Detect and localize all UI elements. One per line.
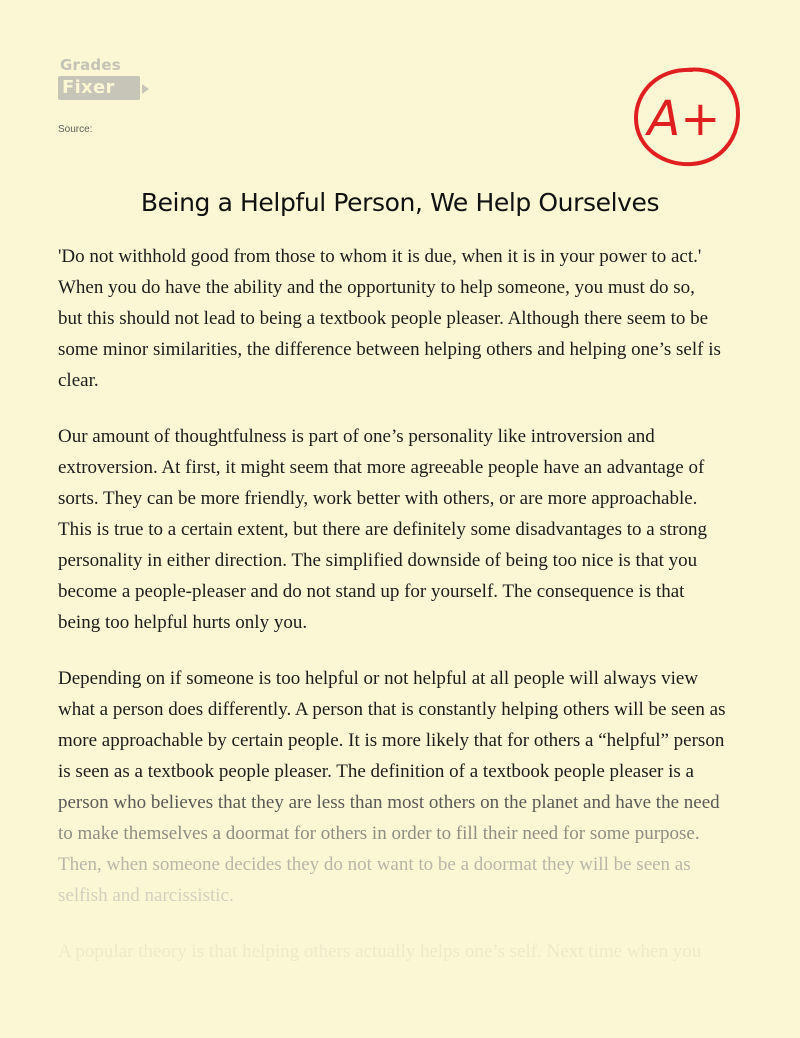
paragraph-2 [58, 421, 742, 638]
paragraph-1 [58, 241, 742, 396]
text-line: sorts. They can be more friendly, work better with others, or are more approachable. [58, 488, 698, 509]
text-line: but this should not lead to being a textbook people pleaser. Although there seem to be [58, 308, 709, 329]
logo-box [58, 76, 140, 100]
text-line: what a person does differently. A person that is constantly helping others will be seen as [58, 699, 726, 720]
paragraph-3 [58, 663, 742, 911]
essay-body [58, 241, 742, 992]
paragraph-4 [58, 936, 742, 967]
text-line: clear. [58, 370, 99, 391]
logo-text-bottom: Fixer [62, 77, 115, 98]
source-label: Source: [58, 124, 93, 135]
text-line: become a people-pleaser and do not stand up for yourself. The consequence is that [58, 581, 685, 602]
text-line: Our amount of thoughtfulness is part of one’s personality like introversion and [58, 426, 655, 447]
text-line: Depending on if someone is too helpful or not helpful at all people will always view [58, 668, 699, 689]
text-line: selfish and narcissistic. [58, 885, 234, 906]
text-line: some minor similarities, the difference between helping others and helping one’s self is [58, 339, 721, 360]
logo-text-top: Grades [60, 56, 121, 74]
text-line: extroversion. At first, it might seem that more agreeable people have an advantage of [58, 457, 705, 478]
gradesfixer-logo[interactable] [58, 56, 158, 106]
logo-arrow-icon [142, 84, 149, 94]
a-plus-grade-icon [628, 60, 744, 172]
text-line: Then, when someone decides they do not want to be a doormat they will be seen as [58, 854, 691, 875]
text-line: being too helpful hurts only you. [58, 612, 308, 633]
text-line: personality in either direction. The simplified downside of being too nice is that you [58, 550, 698, 571]
text-line: When you do have the ability and the opportunity to help someone, you must do so, [58, 277, 695, 298]
text-line: This is true to a certain extent, but there are definitely some disadvantages to a strong [58, 519, 707, 540]
essay-title: Being a Helpful Person, We Help Ourselves [140, 188, 660, 217]
text-line: person who believes that they are less than most others on the planet and have the need [58, 792, 720, 813]
text-line: to make themselves a doormat for others in order to fill their need for some purpose. [58, 823, 700, 844]
text-line: A popular theory is that helping others actually helps one’s self. Next time when you [58, 941, 702, 962]
grade-text: A+ [647, 91, 721, 147]
text-line: more approachable by certain people. It is more likely that for others a “helpful” person [58, 730, 725, 751]
text-line: is seen as a textbook people pleaser. The definition of a textbook people pleaser is a [58, 761, 694, 782]
text-line: 'Do not withhold good from those to whom it is due, when it is in your power to act.' [58, 246, 702, 267]
